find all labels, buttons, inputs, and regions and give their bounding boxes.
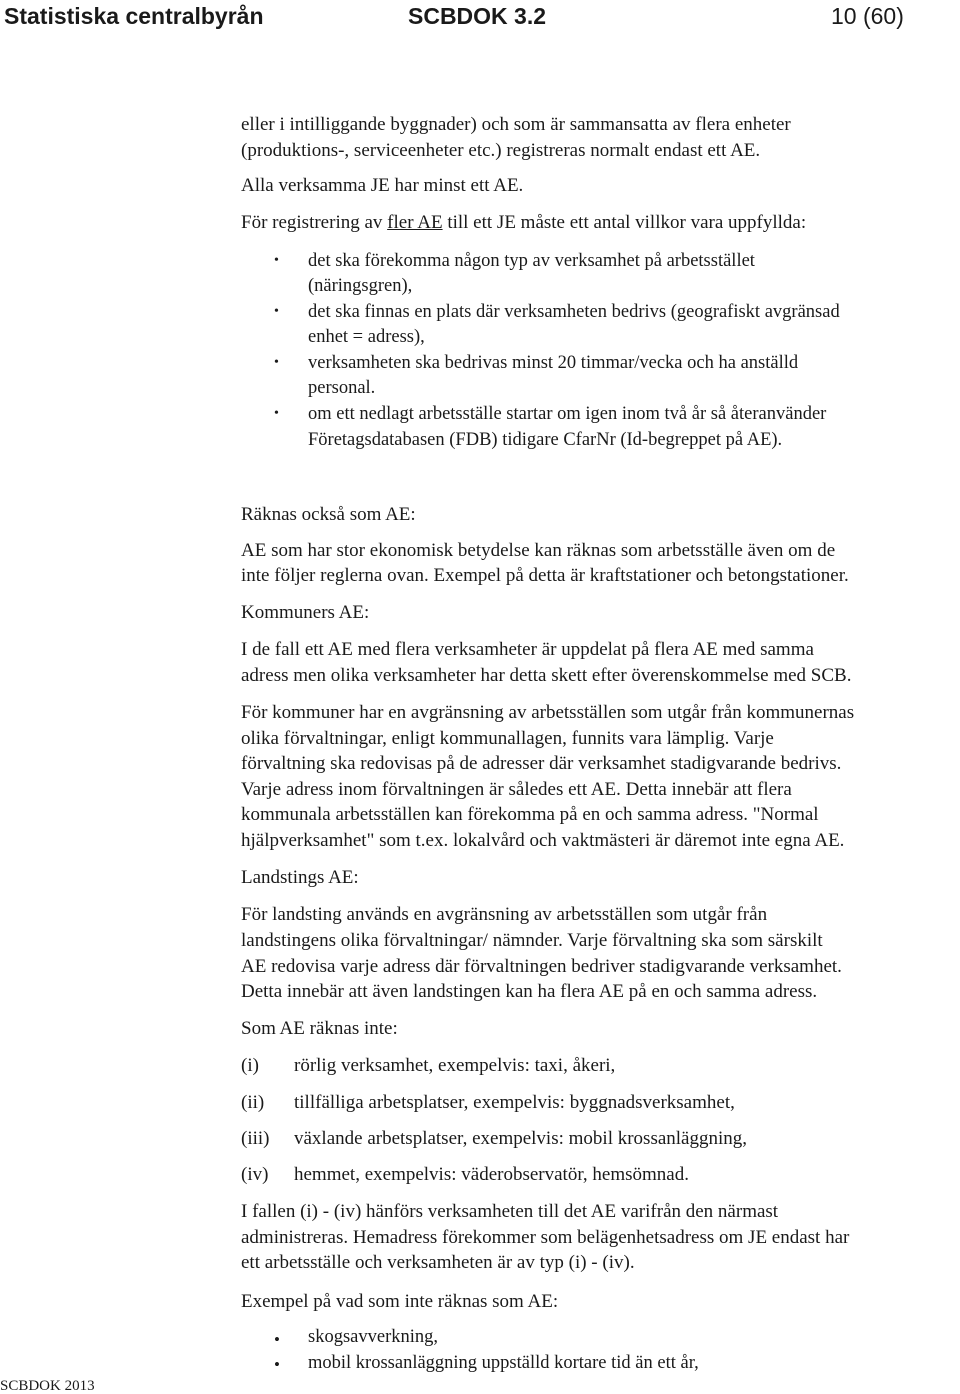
excluded-item: växlande arbetsplatser, exempelvis: mobil krossanläggning, [294,1128,748,1149]
kommuner-line: kommunala arbetsställen kan förekomma på en och samma adress. "Normal [241,804,819,825]
condition-item: det ska finnas en plats där verksamheten bedrivs (geografiskt avgränsad [308,302,840,322]
conditions-intro [241,211,806,235]
condition-item-cont: Företagsdatabasen (FDB) tidigare CfarNr (Id-begreppet på AE). [308,430,783,450]
landsting-line: För landsting används en avgränsning av arbetsställen som utgår från [241,904,768,925]
footer-text: SCBDOK 2013 [0,1378,95,1394]
condition-item: verksamheten ska bedrivas minst 20 timmar/vecka och ha anställd [308,353,799,373]
excluded-item: tillfälliga arbetsplatser, exempelvis: byggnadsverksamhet, [294,1092,735,1113]
landsting-line: landstingens olika förvaltningar/ nämnder. Varje förvaltning ska som särskilt [241,930,823,951]
bullet-icon: • [274,355,279,370]
kommuner-line: olika förvaltningar, enligt kommunallagen, funnits vara lämplig. Varje [241,728,774,749]
kommuner-line: För kommuner har en avgränsning av arbetsställen som utgår från kommunernas [241,702,855,723]
kommuner-line: adress men olika verksamheter har detta skett efter överenskommelse med SCB. [241,665,852,686]
roman-label: (ii) [241,1092,265,1113]
inte-line: administreras. Hemadress förekommer som belägenhetsadress om JE endast har [241,1227,850,1248]
kommuner-line: förvaltning ska redovisas på de adresser där verksamhet stadigvarande bedrivs. [241,753,842,774]
inte-line: I fallen (i) - (iv) hänförs verksamheten till det AE varifrån den närmast [241,1201,779,1222]
conditions-intro-text: till ett JE måste ett antal villkor vara uppfyllda: [442,212,807,233]
conditions-intro-text: För registrering av [241,212,388,233]
example-item: skogsavverkning, [308,1327,438,1347]
roman-label: (iii) [241,1128,270,1149]
bullet-icon: • [274,304,279,319]
section-heading-raknas: Räknas också som AE: [241,504,416,525]
bullet-icon: • [274,1355,280,1374]
section-heading-exempel: Exempel på vad som inte räknas som AE: [241,1291,559,1312]
example-item: mobil krossanläggning uppställd kortare tid än ett år, [308,1353,699,1373]
roman-label: (iv) [241,1164,269,1185]
kommuner-line: I de fall ett AE med flera verksamheter är uppdelat på flera AE med samma [241,639,814,660]
underlined-fler-ae: fler AE [387,212,443,233]
header-organization: Statistiska centralbyrån [4,3,264,29]
landsting-line: AE redovisa varje adress där förvaltningen bedriver stadigvarande verksamhet. [241,956,842,977]
intro-line: Alla verksamma JE har minst ett AE. [241,175,524,196]
condition-item-cont: (näringsgren), [308,276,413,296]
header-document-id: SCBDOK 3.2 [408,3,547,29]
roman-label: (i) [241,1055,259,1076]
excluded-item: rörlig verksamhet, exempelvis: taxi, åkeri, [294,1055,616,1076]
landsting-line: Detta innebär att även landstingen kan ha flera AE på en och samma adress. [241,981,818,1002]
raknas-line: AE som har stor ekonomisk betydelse kan räknas som arbetsställe även om de [241,540,836,561]
kommuner-line: hjälpverksamhet" som t.ex. lokalvård och vaktmästeri är däremot inte egna AE. [241,830,845,851]
bullet-icon: • [274,1330,280,1349]
condition-item-cont: enhet = adress), [308,327,425,347]
intro-line: eller i intilliggande byggnader) och som är sammansatta av flera enheter [241,114,791,135]
intro-line: (produktions-, serviceenheter etc.) registreras normalt endast ett AE. [241,140,761,161]
bullet-icon: • [274,253,279,268]
section-heading-kommuner: Kommuners AE: [241,602,370,623]
bullet-icon: • [274,406,279,421]
raknas-line: inte följer reglerna ovan. Exempel på detta är kraftstationer och betongstationer. [241,565,849,586]
header-page-number: 10 (60) [831,3,904,29]
excluded-item: hemmet, exempelvis: väderobservatör, hemsömnad. [294,1164,689,1185]
condition-item-cont: personal. [308,378,376,398]
section-heading-landsting: Landstings AE: [241,867,359,888]
condition-item: det ska förekomma någon typ av verksamhet på arbetsstället [308,251,755,271]
condition-item: om ett nedlagt arbetsställe startar om igen inom två år så återanvänder [308,404,827,424]
section-heading-inte: Som AE räknas inte: [241,1018,398,1039]
kommuner-line: Varje adress inom förvaltningen är således ett AE. Detta innebär att flera [241,779,792,800]
inte-line: ett arbetsställe och verksamheten är av typ (i) - (iv). [241,1252,635,1273]
